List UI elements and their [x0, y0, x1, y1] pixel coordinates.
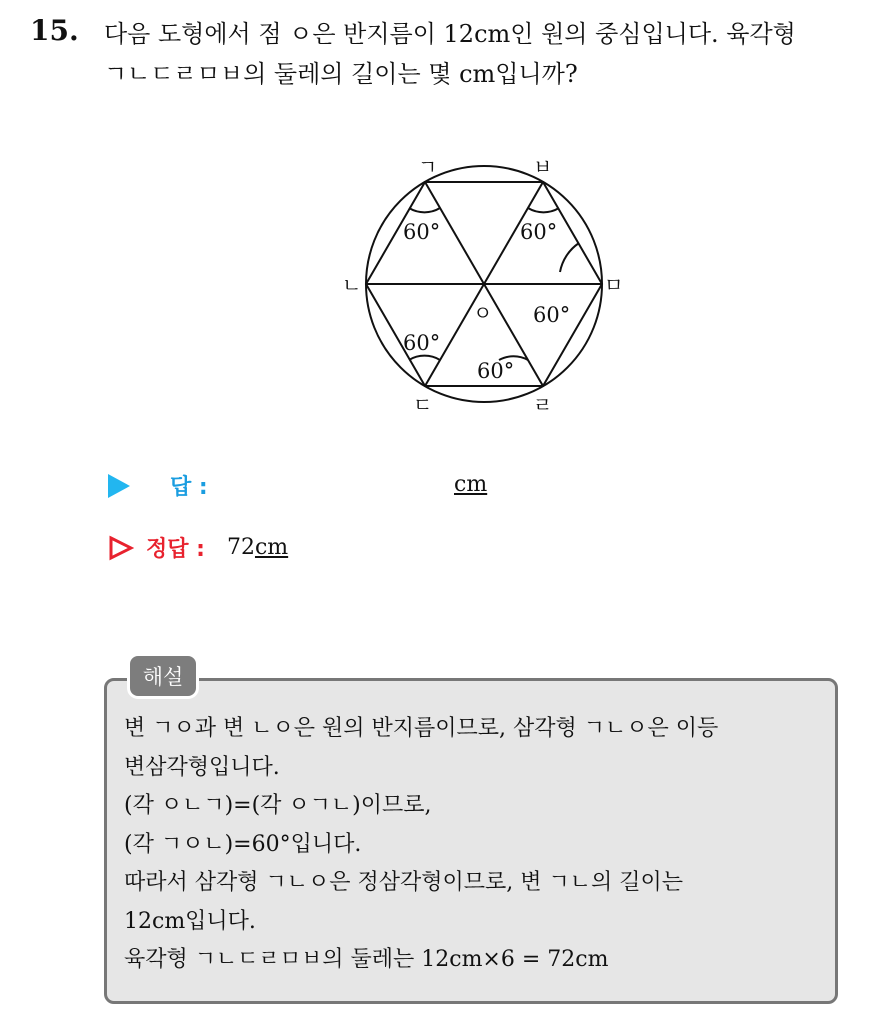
solution-line: (각 ㅇㄴㄱ)=(각 ㅇㄱㄴ)이므로,	[124, 793, 432, 818]
solution-text	[124, 710, 718, 980]
angle-arc-3	[560, 243, 579, 272]
center-label: ㅇ	[473, 301, 493, 325]
angle-label-2: 60°	[520, 220, 558, 244]
hexagon-figure	[320, 150, 640, 420]
solution-line: 12cm입니다.	[124, 908, 256, 934]
solution-line: 변삼각형입니다.	[124, 754, 280, 780]
angle-arc-4	[409, 356, 440, 360]
solution-line: (각 ㄱㅇㄴ)=60°입니다.	[124, 831, 362, 857]
filled-triangle-icon	[108, 474, 130, 498]
correct-answer-value: 72cm	[226, 535, 289, 560]
correct-answer-row	[108, 532, 288, 563]
vertex-label-digeut: ㄷ	[413, 393, 433, 417]
question-text-line-2: ㄱㄴㄷㄹㅁㅂ의 둘레의 길이는 몇 cm입니까?	[104, 60, 578, 88]
angle-arc-2	[528, 208, 559, 212]
vertex-label-mieum: ㅁ	[604, 273, 624, 297]
question-text-line-1: 다음 도형에서 점 ㅇ은 반지름이 12cm인 원의 중심입니다. 육각형	[104, 20, 796, 48]
angle-label-3: 60°	[533, 303, 571, 327]
solution-line: 변 ㄱㅇ과 변 ㄴㅇ은 원의 반지름이므로, 삼각형 ㄱㄴㅇ은 이등	[124, 716, 719, 741]
question-number: 15.	[30, 14, 79, 47]
answer-row	[108, 470, 208, 501]
vertex-label-rieul: ㄹ	[533, 393, 553, 417]
angle-label-4: 60°	[403, 331, 441, 355]
correct-answer-label: 정답 :	[146, 537, 205, 562]
solution-tag: 해설	[130, 656, 196, 696]
vertex-label-nieun: ㄴ	[342, 273, 362, 297]
angle-label-5: 60°	[477, 359, 515, 383]
outline-triangle-icon	[108, 535, 134, 561]
answer-unit: cm	[454, 472, 488, 497]
vertex-label-bieup: ㅂ	[533, 155, 553, 179]
solution-line: 따라서 삼각형 ㄱㄴㅇ은 정삼각형이므로, 변 ㄱㄴ의 길이는	[124, 870, 684, 895]
vertex-label-giyeok: ㄱ	[418, 155, 438, 179]
angle-arc-1	[409, 208, 440, 212]
solution-line: 육각형 ㄱㄴㄷㄹㅁㅂ의 둘레는 12cm×6 = 72cm	[124, 947, 609, 972]
answer-label: 답 :	[170, 475, 208, 500]
angle-label-1: 60°	[403, 220, 441, 244]
